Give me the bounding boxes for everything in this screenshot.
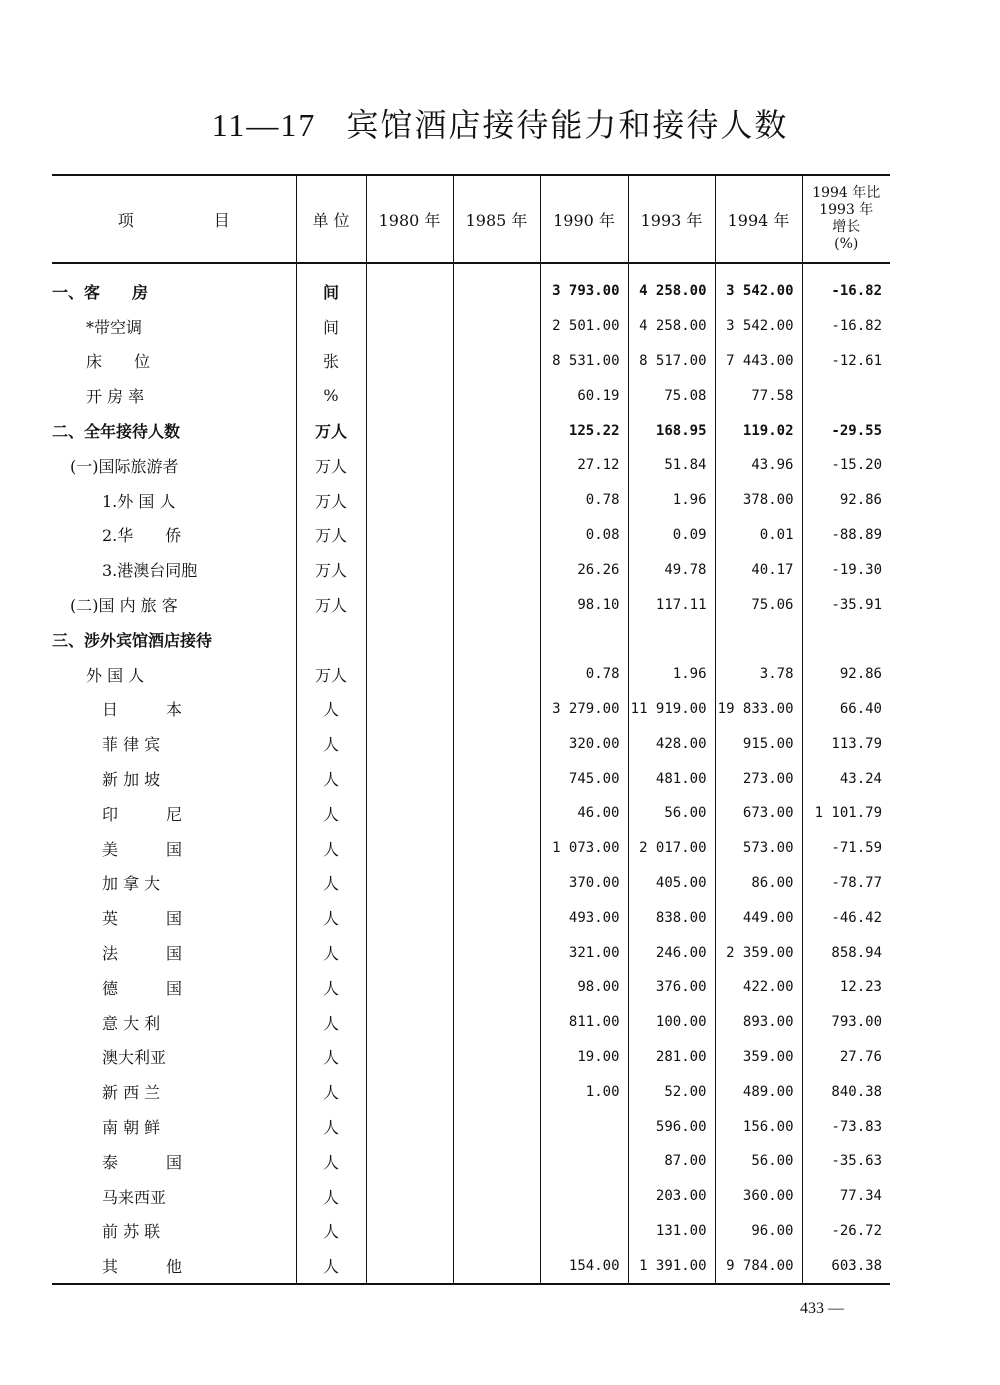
table-row — [52, 1005, 890, 1040]
cell-1990 — [540, 1109, 628, 1144]
header-1985: 1985 年 — [453, 175, 540, 263]
cell-1994: 449.00 — [715, 900, 802, 935]
row-item: 2.华 侨 — [102, 526, 182, 546]
cell-1994: 3 542.00 — [715, 309, 802, 344]
cell-1990: 370.00 — [540, 866, 628, 901]
cell-1980 — [366, 761, 453, 796]
cell-1993: 596.00 — [628, 1109, 715, 1144]
cell-1985 — [453, 518, 540, 553]
row-unit: 万人 — [296, 657, 366, 692]
cell-1990: 125.22 — [540, 413, 628, 448]
cell-growth: -15.20 — [802, 448, 890, 483]
header-growth-line4: (%) — [834, 236, 859, 252]
cell-1980 — [366, 448, 453, 483]
cell-1993: 405.00 — [628, 866, 715, 901]
cell-growth: 27.76 — [802, 1040, 890, 1075]
cell-1990 — [540, 1214, 628, 1249]
cell-1985 — [453, 1074, 540, 1109]
row-item: 开 房 率 — [86, 387, 145, 407]
table-row — [52, 726, 890, 761]
table-row — [52, 518, 890, 553]
header-growth — [802, 175, 890, 263]
cell-1985 — [453, 761, 540, 796]
cell-growth: 43.24 — [802, 761, 890, 796]
table-row — [52, 309, 890, 344]
cell-growth: 793.00 — [802, 1005, 890, 1040]
table-row — [52, 796, 890, 831]
row-unit: 人 — [296, 935, 366, 970]
cell-1985 — [453, 483, 540, 518]
header-unit: 单 位 — [296, 175, 366, 263]
table-row — [52, 1074, 890, 1109]
row-item: 新 加 坡 — [102, 770, 161, 790]
cell-1993 — [628, 622, 715, 657]
cell-1993: 87.00 — [628, 1144, 715, 1179]
hotel-capacity-table — [52, 174, 890, 1285]
row-unit: 人 — [296, 761, 366, 796]
cell-1985 — [453, 831, 540, 866]
header-1990: 1990 年 — [540, 175, 628, 263]
cell-1990: 2 501.00 — [540, 309, 628, 344]
cell-1980 — [366, 622, 453, 657]
row-item: 前 苏 联 — [102, 1222, 161, 1242]
cell-1990: 98.00 — [540, 970, 628, 1005]
header-item: 项 目 — [52, 175, 296, 263]
header-growth-line2: 1993 年 — [819, 202, 874, 218]
row-item: 英 国 — [102, 909, 183, 929]
cell-1985 — [453, 796, 540, 831]
row-unit: 人 — [296, 1040, 366, 1075]
row-item: (一)国际旅游者 — [70, 456, 179, 476]
cell-1994: 422.00 — [715, 970, 802, 1005]
cell-growth: -73.83 — [802, 1109, 890, 1144]
cell-1993: 203.00 — [628, 1179, 715, 1214]
row-unit — [296, 622, 366, 657]
cell-1993: 1.96 — [628, 483, 715, 518]
cell-1994: 119.02 — [715, 413, 802, 448]
cell-1990: 745.00 — [540, 761, 628, 796]
table-row — [52, 344, 890, 379]
row-item: 马来西亚 — [102, 1187, 167, 1207]
table-row — [52, 1144, 890, 1179]
row-item: (二)国 内 旅 客 — [70, 596, 178, 616]
row-item: 南 朝 鲜 — [102, 1118, 161, 1138]
cell-growth: -78.77 — [802, 866, 890, 901]
cell-1985 — [453, 263, 540, 309]
cell-1994: 0.01 — [715, 518, 802, 553]
row-item: 日 本 — [102, 700, 183, 720]
cell-growth: -46.42 — [802, 900, 890, 935]
cell-1990: 8 531.00 — [540, 344, 628, 379]
cell-1990: 811.00 — [540, 1005, 628, 1040]
cell-1980 — [366, 552, 453, 587]
cell-1993: 428.00 — [628, 726, 715, 761]
table-row — [52, 263, 890, 309]
cell-1985 — [453, 587, 540, 622]
cell-1985 — [453, 970, 540, 1005]
table-row — [52, 1214, 890, 1249]
cell-1990 — [540, 1144, 628, 1179]
table-row — [52, 1040, 890, 1075]
row-item: 德 国 — [102, 978, 183, 998]
cell-1993: 131.00 — [628, 1214, 715, 1249]
cell-1980 — [366, 378, 453, 413]
cell-1993: 2 017.00 — [628, 831, 715, 866]
cell-1985 — [453, 692, 540, 727]
cell-1994: 43.96 — [715, 448, 802, 483]
cell-1990 — [540, 1179, 628, 1214]
row-item: 美 国 — [102, 839, 183, 859]
table-row — [52, 552, 890, 587]
cell-1993: 100.00 — [628, 1005, 715, 1040]
row-unit: 人 — [296, 1144, 366, 1179]
cell-growth: -29.55 — [802, 413, 890, 448]
cell-1993: 49.78 — [628, 552, 715, 587]
header-1980: 1980 年 — [366, 175, 453, 263]
cell-1993: 1 391.00 — [628, 1248, 715, 1284]
cell-1994: 489.00 — [715, 1074, 802, 1109]
cell-1985 — [453, 309, 540, 344]
cell-1980 — [366, 657, 453, 692]
row-unit: 人 — [296, 1074, 366, 1109]
cell-1990: 3 793.00 — [540, 263, 628, 309]
cell-1994: 75.06 — [715, 587, 802, 622]
cell-1985 — [453, 1144, 540, 1179]
cell-1980 — [366, 692, 453, 727]
page-title — [0, 100, 1000, 146]
row-item: 新 西 兰 — [102, 1083, 161, 1103]
cell-1993: 246.00 — [628, 935, 715, 970]
row-item: 意 大 利 — [102, 1013, 161, 1033]
cell-1994: 19 833.00 — [715, 692, 802, 727]
table-row — [52, 935, 890, 970]
cell-growth: -16.82 — [802, 309, 890, 344]
header-1994: 1994 年 — [715, 175, 802, 263]
row-unit: 人 — [296, 866, 366, 901]
cell-growth: -88.89 — [802, 518, 890, 553]
cell-1993: 75.08 — [628, 378, 715, 413]
cell-1990: 27.12 — [540, 448, 628, 483]
cell-growth: 77.34 — [802, 1179, 890, 1214]
row-unit: 间 — [296, 263, 366, 309]
table-row — [52, 970, 890, 1005]
cell-1990: 154.00 — [540, 1248, 628, 1284]
table-row — [52, 831, 890, 866]
cell-1994: 56.00 — [715, 1144, 802, 1179]
cell-growth: 92.86 — [802, 657, 890, 692]
row-unit: 人 — [296, 1214, 366, 1249]
cell-1980 — [366, 726, 453, 761]
cell-1993: 11 919.00 — [628, 692, 715, 727]
cell-1990: 321.00 — [540, 935, 628, 970]
row-unit: 人 — [296, 796, 366, 831]
table-row — [52, 448, 890, 483]
row-item: 外 国 人 — [86, 665, 145, 685]
cell-1980 — [366, 1074, 453, 1109]
cell-1980 — [366, 796, 453, 831]
row-unit: 万人 — [296, 518, 366, 553]
cell-1990: 98.10 — [540, 587, 628, 622]
cell-growth: -12.61 — [802, 344, 890, 379]
cell-1985 — [453, 726, 540, 761]
row-item: 加 拿 大 — [102, 874, 161, 894]
cell-1980 — [366, 587, 453, 622]
cell-1993: 0.09 — [628, 518, 715, 553]
cell-growth: -16.82 — [802, 263, 890, 309]
table-row — [52, 657, 890, 692]
row-unit: 万人 — [296, 413, 366, 448]
cell-1994: 378.00 — [715, 483, 802, 518]
cell-1980 — [366, 1040, 453, 1075]
row-item: 二、全年接待人数 — [52, 422, 181, 442]
row-item: 法 国 — [102, 944, 183, 964]
cell-growth: 840.38 — [802, 1074, 890, 1109]
cell-1994: 3 542.00 — [715, 263, 802, 309]
cell-1994: 359.00 — [715, 1040, 802, 1075]
cell-1980 — [366, 263, 453, 309]
row-unit: 人 — [296, 726, 366, 761]
header-growth-line3: 增长 — [832, 219, 861, 235]
cell-1993: 481.00 — [628, 761, 715, 796]
cell-1985 — [453, 1214, 540, 1249]
row-item: 其 他 — [52, 1248, 296, 1284]
cell-1980 — [366, 483, 453, 518]
cell-1993: 376.00 — [628, 970, 715, 1005]
row-item: 1.外 国 人 — [102, 491, 176, 511]
cell-1993: 117.11 — [628, 587, 715, 622]
cell-1985 — [453, 344, 540, 379]
table-row — [52, 1109, 890, 1144]
header-1993: 1993 年 — [628, 175, 715, 263]
cell-1994: 2 359.00 — [715, 935, 802, 970]
cell-1993: 1.96 — [628, 657, 715, 692]
cell-1985 — [453, 448, 540, 483]
cell-1980 — [366, 970, 453, 1005]
row-unit: 张 — [296, 344, 366, 379]
row-unit: 人 — [296, 831, 366, 866]
cell-1994: 573.00 — [715, 831, 802, 866]
cell-1993: 51.84 — [628, 448, 715, 483]
cell-growth: 66.40 — [802, 692, 890, 727]
cell-1980 — [366, 1144, 453, 1179]
header-row — [52, 175, 890, 263]
cell-1980 — [366, 831, 453, 866]
table-row — [52, 1248, 890, 1284]
cell-1980 — [366, 1109, 453, 1144]
page-number: 433 — — [800, 1300, 844, 1317]
cell-1993: 8 517.00 — [628, 344, 715, 379]
cell-1980 — [366, 935, 453, 970]
cell-1994: 96.00 — [715, 1214, 802, 1249]
cell-1985 — [453, 1248, 540, 1284]
row-unit: 人 — [296, 1109, 366, 1144]
cell-growth: 113.79 — [802, 726, 890, 761]
cell-growth: 1 101.79 — [802, 796, 890, 831]
row-item: 一、客 房 — [52, 282, 149, 302]
cell-1994: 3.78 — [715, 657, 802, 692]
cell-1990: 0.78 — [540, 657, 628, 692]
cell-growth: -35.91 — [802, 587, 890, 622]
cell-1985 — [453, 622, 540, 657]
cell-1980 — [366, 413, 453, 448]
cell-1990: 493.00 — [540, 900, 628, 935]
row-unit: 万人 — [296, 483, 366, 518]
cell-growth: 92.86 — [802, 483, 890, 518]
row-item: *带空调 — [86, 317, 143, 337]
cell-1994: 360.00 — [715, 1179, 802, 1214]
table-row — [52, 692, 890, 727]
table-row — [52, 1179, 890, 1214]
cell-1980 — [366, 1214, 453, 1249]
row-item: 床 位 — [86, 352, 151, 372]
cell-1980 — [366, 344, 453, 379]
cell-growth: -26.72 — [802, 1214, 890, 1249]
cell-growth: 603.38 — [802, 1248, 890, 1284]
cell-1994: 77.58 — [715, 378, 802, 413]
cell-growth: -35.63 — [802, 1144, 890, 1179]
cell-growth: 858.94 — [802, 935, 890, 970]
cell-1980 — [366, 900, 453, 935]
cell-1985 — [453, 657, 540, 692]
cell-1990: 0.78 — [540, 483, 628, 518]
table-row — [52, 622, 890, 657]
cell-1980 — [366, 309, 453, 344]
table-row — [52, 483, 890, 518]
cell-1993: 52.00 — [628, 1074, 715, 1109]
table-row — [52, 900, 890, 935]
cell-1990: 46.00 — [540, 796, 628, 831]
header-growth-line1: 1994 年比 — [812, 185, 881, 201]
cell-1990: 19.00 — [540, 1040, 628, 1075]
row-unit: 人 — [296, 1248, 366, 1284]
cell-growth: 12.23 — [802, 970, 890, 1005]
cell-1980 — [366, 1248, 453, 1284]
row-item: 3.港澳台同胞 — [102, 561, 198, 581]
cell-1993: 4 258.00 — [628, 309, 715, 344]
table-row — [52, 866, 890, 901]
cell-1985 — [453, 900, 540, 935]
row-item: 菲 律 宾 — [102, 735, 161, 755]
table-row — [52, 378, 890, 413]
cell-1993: 168.95 — [628, 413, 715, 448]
cell-1994: 673.00 — [715, 796, 802, 831]
cell-1994: 156.00 — [715, 1109, 802, 1144]
table-title: 宾馆酒店接待能力和接待人数 — [346, 106, 789, 144]
cell-1980 — [366, 1005, 453, 1040]
row-unit: 人 — [296, 970, 366, 1005]
cell-1994: 9 784.00 — [715, 1248, 802, 1284]
cell-growth — [802, 622, 890, 657]
cell-1985 — [453, 935, 540, 970]
table-number: 11—17 — [211, 107, 317, 143]
cell-1994: 86.00 — [715, 866, 802, 901]
statistics-table-wrapper — [52, 174, 890, 1285]
cell-1993: 281.00 — [628, 1040, 715, 1075]
cell-1985 — [453, 378, 540, 413]
row-unit: 间 — [296, 309, 366, 344]
cell-1990 — [540, 622, 628, 657]
cell-1985 — [453, 1005, 540, 1040]
row-item: 泰 国 — [102, 1152, 183, 1172]
cell-growth: -71.59 — [802, 831, 890, 866]
row-unit: 人 — [296, 900, 366, 935]
row-unit: 人 — [296, 1005, 366, 1040]
row-unit: % — [296, 378, 366, 413]
table-row — [52, 587, 890, 622]
cell-1990: 60.19 — [540, 378, 628, 413]
row-unit: 万人 — [296, 587, 366, 622]
cell-1980 — [366, 518, 453, 553]
cell-1990: 26.26 — [540, 552, 628, 587]
row-item: 三、涉外宾馆酒店接待 — [52, 630, 213, 650]
cell-1994: 7 443.00 — [715, 344, 802, 379]
cell-1994: 915.00 — [715, 726, 802, 761]
row-item: 印 尼 — [102, 804, 183, 824]
cell-1994: 40.17 — [715, 552, 802, 587]
cell-1993: 838.00 — [628, 900, 715, 935]
cell-1994: 273.00 — [715, 761, 802, 796]
cell-1985 — [453, 413, 540, 448]
cell-1994 — [715, 622, 802, 657]
cell-1985 — [453, 552, 540, 587]
row-unit: 人 — [296, 1179, 366, 1214]
cell-1985 — [453, 866, 540, 901]
cell-1985 — [453, 1179, 540, 1214]
table-row — [52, 761, 890, 796]
table-row — [52, 413, 890, 448]
row-item: 澳大利亚 — [102, 1048, 167, 1068]
cell-1994: 893.00 — [715, 1005, 802, 1040]
cell-growth: -19.30 — [802, 552, 890, 587]
cell-1990: 1 073.00 — [540, 831, 628, 866]
table-body — [52, 263, 890, 1284]
row-unit: 人 — [296, 692, 366, 727]
row-unit: 万人 — [296, 552, 366, 587]
cell-1980 — [366, 1179, 453, 1214]
cell-1990: 1.00 — [540, 1074, 628, 1109]
cell-1990: 3 279.00 — [540, 692, 628, 727]
cell-1993: 56.00 — [628, 796, 715, 831]
cell-1993: 4 258.00 — [628, 263, 715, 309]
cell-1990: 320.00 — [540, 726, 628, 761]
row-unit: 万人 — [296, 448, 366, 483]
cell-1985 — [453, 1109, 540, 1144]
cell-growth — [802, 378, 890, 413]
cell-1985 — [453, 1040, 540, 1075]
cell-1980 — [366, 866, 453, 901]
cell-1990: 0.08 — [540, 518, 628, 553]
